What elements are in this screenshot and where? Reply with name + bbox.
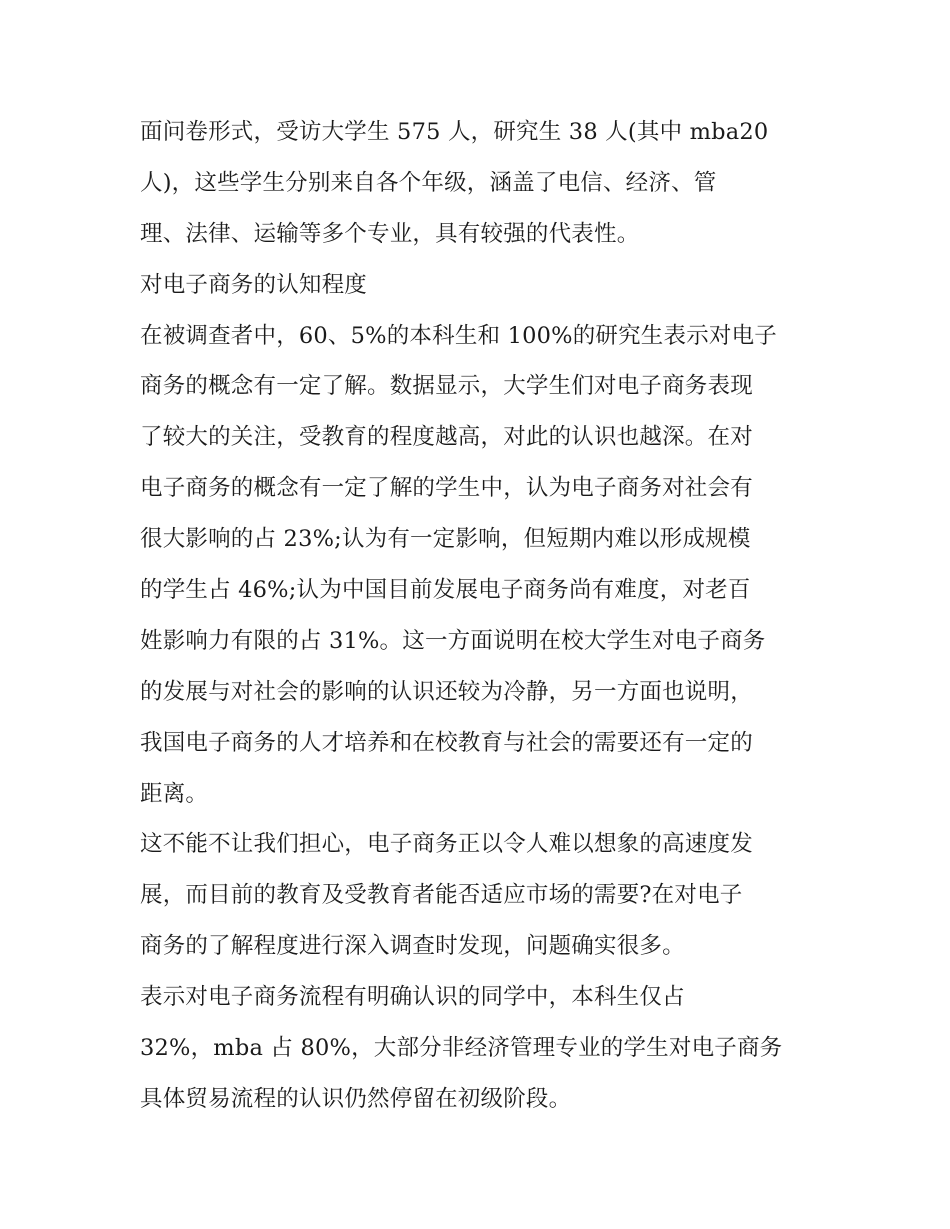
text-line: 具体贸易流程的认识仍然停留在初级阶段。 bbox=[140, 1085, 572, 1112]
text-line: 商务的概念有一定了解。数据显示，大学生们对电子商务表现 bbox=[140, 373, 753, 400]
text-line: 了较大的关注，受教育的程度越高，对此的认识也越深。在对 bbox=[140, 424, 753, 451]
text-line: 的学生占 46%;认为中国目前发展电子商务尚有难度，对老百 bbox=[140, 577, 751, 604]
text-line: 面问卷形式，受访大学生 575 人，研究生 38 人(其中 mba20 bbox=[140, 119, 769, 145]
text-line: 表示对电子商务流程有明确认识的同学中，本科生仅占 bbox=[140, 984, 685, 1011]
text-line: 理、法律、运输等多个专业，具有较强的代表性。 bbox=[140, 220, 640, 247]
text-line: 展，而目前的教育及受教育者能否适应市场的需要?在对电子 bbox=[140, 882, 743, 909]
text-line: 这不能不让我们担心，电子商务正以令人难以想象的高速度发 bbox=[140, 831, 753, 858]
body-text bbox=[140, 107, 820, 1125]
section-heading: 对电子商务的认知程度 bbox=[140, 271, 368, 298]
text-line: 很大影响的占 23%;认为有一定影响，但短期内难以形成规模 bbox=[140, 526, 751, 553]
text-line: 人)，这些学生分别来自各个年级，涵盖了电信、经济、管 bbox=[140, 169, 717, 196]
text-line: 电子商务的概念有一定了解的学生中，认为电子商务对社会有 bbox=[140, 475, 753, 502]
text-line: 商务的了解程度进行深入调查时发现，问题确实很多。 bbox=[140, 933, 685, 960]
text-line: 姓影响力有限的占 31%。这一方面说明在校大学生对电子商务 bbox=[140, 627, 766, 654]
text-line: 在被调查者中，60、5%的本科生和 100%的研究生表示对电子 bbox=[140, 322, 778, 349]
text-line: 距离。 bbox=[140, 780, 209, 807]
text-line: 我国电子商务的人才培养和在校教育与社会的需要还有一定的 bbox=[140, 729, 753, 756]
text-line: 32%，mba 占 80%，大部分非经济管理专业的学生对电子商务 bbox=[140, 1035, 783, 1062]
text-line: 的发展与对社会的影响的认识还较为冷静，另一方面也说明， bbox=[140, 678, 753, 705]
